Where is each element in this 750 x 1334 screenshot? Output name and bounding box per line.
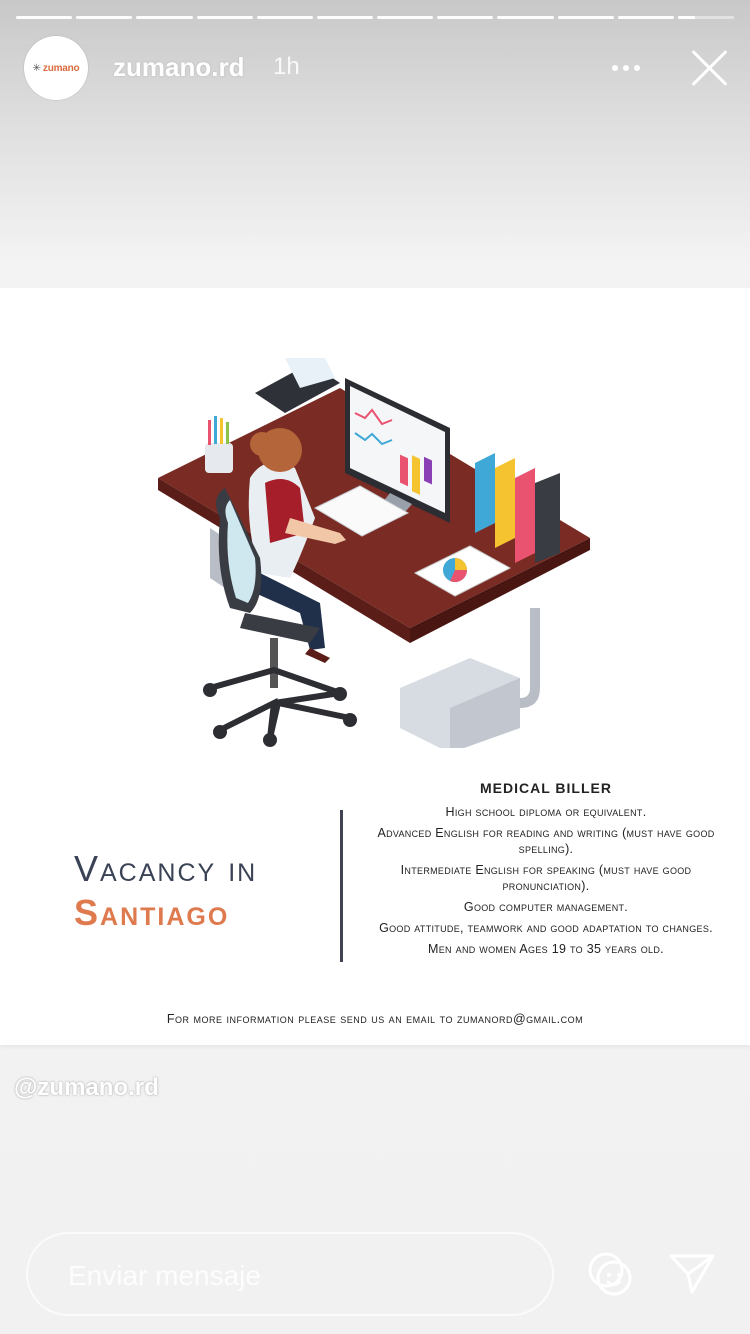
requirement-item: Good computer management. — [463, 900, 629, 914]
requirement-item: Men and women Ages 19 to 35 years old. — [428, 942, 664, 956]
job-title: MEDICAL BILLER — [480, 780, 612, 796]
progress-segment — [136, 16, 192, 19]
progress-segment — [197, 16, 253, 19]
office-desk-illustration — [150, 358, 610, 748]
progress-segment — [257, 16, 313, 19]
send-icon[interactable] — [668, 1252, 716, 1296]
progress-segment — [437, 16, 493, 19]
username[interactable]: zumano.rd — [113, 52, 245, 82]
progress-segment — [16, 16, 72, 19]
vacancy-line1: Vacancy in — [74, 848, 258, 889]
progress-segment — [618, 16, 674, 19]
requirement-item: High school diploma or equivalent. — [445, 805, 647, 819]
story-image — [0, 288, 750, 1045]
requirements — [370, 780, 722, 962]
progress-segment — [497, 16, 553, 19]
requirement-item: Good attitude, teamwork and good adaptation to changes. — [379, 921, 713, 935]
progress-segment — [317, 16, 373, 19]
requirement-item: Intermediate English for speaking (must have good pronunciation). — [400, 863, 692, 893]
mention-sticker[interactable]: @zumano.rd — [14, 1074, 159, 1101]
contact-footer: For more information please send us an email to zumanord@gmail.com — [166, 1012, 584, 1026]
post-time: 1h — [273, 53, 300, 80]
progress-segment — [76, 16, 132, 19]
requirement-item: Advanced English for reading and writing (must have good spelling). — [377, 826, 715, 856]
vacancy-heading — [74, 848, 314, 934]
story-header — [0, 36, 750, 100]
avatar-logo-text: zumano — [42, 62, 80, 74]
logo-mark-icon: ✳ — [32, 62, 41, 74]
progress-segment — [377, 16, 433, 19]
progress-segment-current — [678, 16, 734, 19]
vacancy-line2: Santiago — [74, 892, 230, 933]
progress-segment — [558, 16, 614, 19]
story-progress — [16, 16, 734, 20]
sticker-react-icon[interactable] — [586, 1250, 636, 1300]
avatar[interactable] — [24, 36, 88, 100]
divider — [340, 810, 343, 962]
close-icon[interactable] — [688, 46, 732, 90]
message-placeholder: Enviar mensaje — [68, 1260, 261, 1291]
message-input[interactable] — [26, 1232, 554, 1316]
more-horizontal-icon[interactable] — [612, 58, 648, 78]
